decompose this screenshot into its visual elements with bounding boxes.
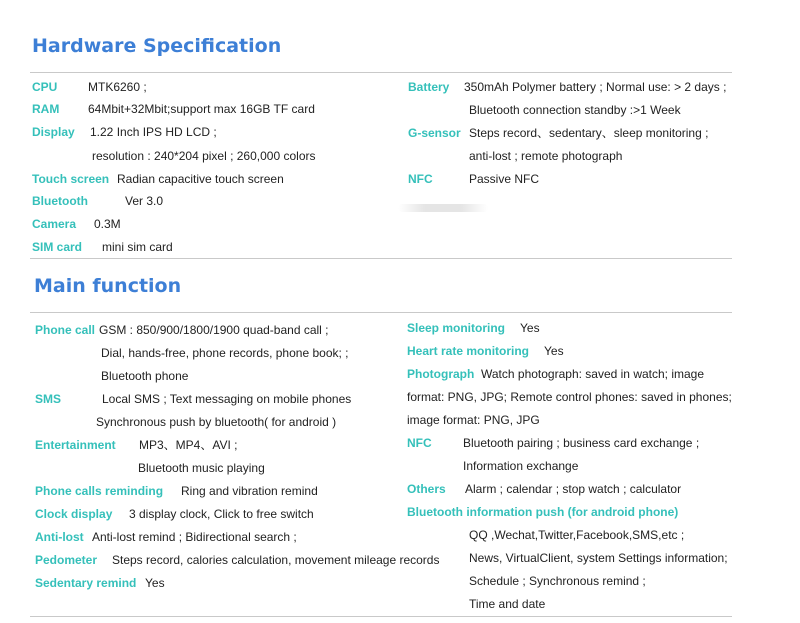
function-label: Entertainment <box>35 438 116 452</box>
function-row-nfc-cont <box>463 459 578 473</box>
blurred-watermark <box>398 204 488 212</box>
function-row-bluetooth-push <box>407 505 678 519</box>
function-value: Bluetooth music playing <box>138 461 265 475</box>
spec-row-battery <box>408 80 727 94</box>
function-row-photograph-cont <box>407 390 732 404</box>
spec-label: Battery <box>408 80 450 94</box>
function-row-phone-call-cont <box>101 346 349 360</box>
spec-row-display <box>32 125 217 139</box>
function-value: Anti-lost remind ; Bidirectional search ; <box>92 530 297 544</box>
function-label: Clock display <box>35 507 113 521</box>
function-value: Steps record, calories calculation, movement mileage records <box>112 553 440 567</box>
function-value: Ring and vibration remind <box>181 484 318 498</box>
function-value: Local SMS ; Text messaging on mobile phones <box>102 392 352 406</box>
function-value: MP3、MP4、AVI ; <box>139 438 238 452</box>
function-value: Schedule ; Synchronous remind ; <box>469 574 646 588</box>
hardware-spec-title: Hardware Specification <box>32 35 282 57</box>
function-row-others <box>407 482 682 496</box>
function-value: Bluetooth phone <box>101 369 189 383</box>
function-value: Information exchange <box>463 459 579 473</box>
function-row-sms <box>35 392 352 406</box>
spec-value: MTK6260 ; <box>88 80 147 94</box>
function-row-pedometer <box>35 553 440 567</box>
function-row-bluetooth-push-cont <box>469 551 728 565</box>
spec-label: Touch screen <box>32 172 110 186</box>
spec-value: Passive NFC <box>469 172 540 186</box>
function-value: News, VirtualClient, system Settings information; <box>469 551 728 565</box>
spec-row-g-sensor <box>408 126 709 140</box>
function-label: Pedometer <box>35 553 98 567</box>
spec-row-ram <box>32 102 315 116</box>
spec-value: anti-lost ; remote photograph <box>469 149 623 163</box>
function-row-sleep-monitoring <box>407 321 540 335</box>
spec-label: CPU <box>32 80 58 94</box>
spec-label: Camera <box>32 217 77 231</box>
function-label: Phone call <box>35 323 96 337</box>
function-value: Dial, hands-free, phone records, phone book; ; <box>101 346 349 360</box>
function-row-sedentary-remind <box>35 576 165 590</box>
function-row-photograph <box>407 367 705 381</box>
divider <box>30 616 732 617</box>
function-value: image format: PNG, JPG <box>407 413 540 427</box>
main-function-title: Main function <box>34 275 182 297</box>
spec-label: NFC <box>408 172 433 186</box>
spec-value: Bluetooth connection standby :>1 Week <box>469 103 681 117</box>
spec-row-cpu <box>32 80 147 94</box>
function-value: Bluetooth pairing ; business card exchange ; <box>463 436 700 450</box>
spec-value: mini sim card <box>102 240 173 254</box>
spec-value: 1.22 Inch IPS HD LCD ; <box>90 125 217 139</box>
function-label: SMS <box>35 392 62 406</box>
function-label: Bluetooth information push (for android phone) <box>407 505 679 519</box>
spec-value: Steps record、sedentary、sleep monitoring ; <box>469 126 709 140</box>
function-row-sms-cont <box>96 415 336 429</box>
spec-row-camera <box>32 217 121 231</box>
function-row-photograph-cont <box>407 413 540 427</box>
spec-row-bluetooth <box>32 194 164 208</box>
spec-value: 0.3M <box>94 217 121 231</box>
spec-row-sim-card <box>32 240 173 254</box>
spec-row-touch-screen <box>32 172 284 186</box>
spec-label: G-sensor <box>408 126 461 140</box>
function-row-anti-lost <box>35 530 297 544</box>
spec-value: Radian capacitive touch screen <box>117 172 284 186</box>
spec-row-battery-cont <box>469 103 681 117</box>
function-value: Synchronous push by bluetooth( for android ) <box>96 415 337 429</box>
spec-value: Ver 3.0 <box>125 194 164 208</box>
function-value: Yes <box>520 321 540 335</box>
function-label: Heart rate monitoring <box>407 344 530 358</box>
function-row-nfc <box>407 436 700 450</box>
function-row-bluetooth-push-cont <box>469 574 646 588</box>
spec-value: 64Mbit+32Mbit;support max 16GB TF card <box>88 102 315 116</box>
function-row-bluetooth-push-cont <box>469 597 545 611</box>
function-row-clock-display <box>35 507 314 521</box>
function-value: GSM : 850/900/1800/1900 quad-band call ; <box>99 323 329 337</box>
function-value: Time and date <box>469 597 546 611</box>
function-value: format: PNG, JPG; Remote control phones: saved in phones; <box>407 390 732 404</box>
spec-value: 350mAh Polymer battery ; Normal use: > 2 days ; <box>464 80 727 94</box>
divider <box>30 72 732 73</box>
function-row-bluetooth-push-cont <box>469 528 684 542</box>
function-label: Anti-lost <box>35 530 84 544</box>
spec-row-nfc <box>408 172 540 186</box>
function-value: Watch photograph: saved in watch; image <box>481 367 705 381</box>
spec-label: SIM card <box>32 240 83 254</box>
function-row-entertainment <box>35 438 238 452</box>
function-value: Yes <box>544 344 564 358</box>
spec-label: Bluetooth <box>32 194 88 208</box>
function-value: Alarm ; calendar ; stop watch ; calculator <box>465 482 682 496</box>
spec-label: RAM <box>32 102 60 116</box>
function-label: Phone calls reminding <box>35 484 164 498</box>
function-value: QQ ,Wechat,Twitter,Facebook,SMS,etc ; <box>469 528 685 542</box>
spec-value: resolution : 240*204 pixel ; 260,000 colors <box>92 149 316 163</box>
function-row-entertainment-cont <box>138 461 265 475</box>
function-label: Sedentary remind <box>35 576 137 590</box>
function-label: Photograph <box>407 367 475 381</box>
function-row-heart-rate-monitoring <box>407 344 564 358</box>
divider <box>30 258 732 259</box>
spec-label: Display <box>32 125 75 139</box>
function-value: 3 display clock, Click to free switch <box>129 507 314 521</box>
divider <box>30 312 732 313</box>
function-row-phone-call <box>35 323 329 337</box>
function-label: Sleep monitoring <box>407 321 506 335</box>
function-label: Others <box>407 482 446 496</box>
spec-row-display-cont <box>92 149 315 163</box>
function-label: NFC <box>407 436 432 450</box>
spec-row-g-sensor-cont <box>469 149 622 163</box>
function-value: Yes <box>145 576 165 590</box>
function-row-phone-call-cont <box>101 369 188 383</box>
function-row-phone-calls-reminding <box>35 484 318 498</box>
